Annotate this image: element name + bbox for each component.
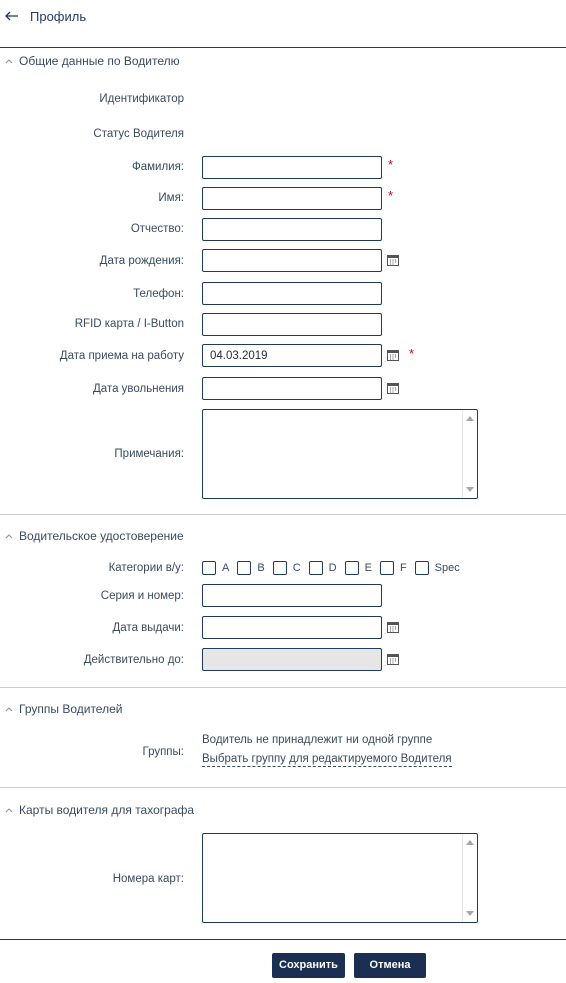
section-header-license[interactable] [4, 528, 184, 544]
calendar-icon[interactable] [387, 254, 399, 266]
scrollbar[interactable] [462, 834, 477, 922]
divider [0, 687, 566, 688]
divider [0, 787, 566, 788]
last-name-label: Фамилия: [131, 161, 184, 173]
dismissal-date-label: Дата увольнения [93, 383, 184, 395]
status-label: Статус Водителя [93, 128, 184, 140]
dismissal-date-input[interactable] [202, 377, 382, 400]
rfid-label: RFID карта / I-Button [74, 318, 184, 330]
first-name-label: Имя: [158, 192, 184, 204]
section-header-groups[interactable] [4, 701, 122, 717]
save-button[interactable]: Сохранить [272, 953, 345, 978]
page-title: Профиль [30, 9, 87, 24]
calendar-icon[interactable] [387, 349, 399, 361]
chevron-up-icon [4, 56, 14, 66]
section-header-cards[interactable] [4, 802, 194, 818]
last-name-input[interactable] [202, 156, 382, 179]
phone-input[interactable] [202, 282, 382, 305]
valid-until-input [202, 648, 382, 671]
chevron-up-icon [4, 805, 14, 815]
section-title-cards: Карты водителя для тахографа [19, 803, 195, 817]
category-checkbox[interactable]: Spec [415, 561, 460, 575]
hire-date-input[interactable] [202, 344, 382, 367]
category-checkbox[interactable]: A [202, 561, 229, 575]
categories-checkbox-group [202, 561, 468, 575]
phone-label: Телефон: [133, 288, 184, 300]
first-name-input[interactable] [202, 187, 382, 210]
calendar-icon[interactable] [387, 621, 399, 633]
card-numbers-label: Номера карт: [112, 873, 184, 885]
calendar-icon[interactable] [387, 382, 399, 394]
rfid-input[interactable] [202, 313, 382, 336]
category-checkbox[interactable]: D [309, 561, 337, 575]
no-group-text: Водитель не принадлежит ни одной группе [202, 734, 433, 746]
identifier-label: Идентификатор [99, 93, 184, 105]
required-marker: * [388, 157, 394, 172]
select-group-link[interactable]: Выбрать группу для редактируемого Водителя [202, 753, 452, 765]
category-checkbox[interactable]: B [237, 561, 264, 575]
hire-date-label: Дата приема на работу [59, 350, 184, 362]
valid-until-label: Действительно до: [83, 654, 184, 666]
categories-label: Категории в/у: [108, 562, 184, 574]
calendar-icon[interactable] [387, 653, 399, 665]
issue-date-input[interactable] [202, 616, 382, 639]
category-checkbox[interactable]: F [380, 561, 407, 575]
section-title-driver: Общие данные по Водителю [19, 54, 180, 68]
category-checkbox[interactable]: E [345, 561, 372, 575]
category-checkbox[interactable]: C [273, 561, 301, 575]
issue-date-label: Дата выдачи: [112, 622, 184, 634]
birth-date-input[interactable] [202, 249, 382, 272]
footer-divider [0, 939, 566, 940]
divider [0, 514, 566, 515]
notes-textarea[interactable] [202, 409, 478, 499]
arrow-left-icon[interactable] [4, 8, 20, 24]
middle-name-label: Отчество: [130, 223, 184, 235]
groups-label: Группы: [142, 746, 184, 758]
chevron-up-icon [4, 704, 14, 714]
section-header-driver[interactable] [4, 53, 180, 69]
scrollbar[interactable] [462, 410, 477, 498]
header [0, 0, 566, 48]
card-numbers-textarea[interactable] [202, 833, 478, 923]
middle-name-input[interactable] [202, 218, 382, 241]
cancel-button[interactable]: Отмена [354, 953, 426, 978]
birth-date-label: Дата рождения: [99, 255, 184, 267]
notes-label: Примечания: [114, 448, 184, 460]
series-number-label: Серия и номер: [100, 590, 184, 602]
chevron-up-icon [4, 531, 14, 541]
section-title-groups: Группы Водителей [19, 702, 123, 716]
required-marker: * [409, 346, 415, 361]
series-number-input[interactable] [202, 584, 382, 607]
section-title-license: Водительское удостоверение [19, 529, 184, 543]
required-marker: * [388, 188, 394, 203]
